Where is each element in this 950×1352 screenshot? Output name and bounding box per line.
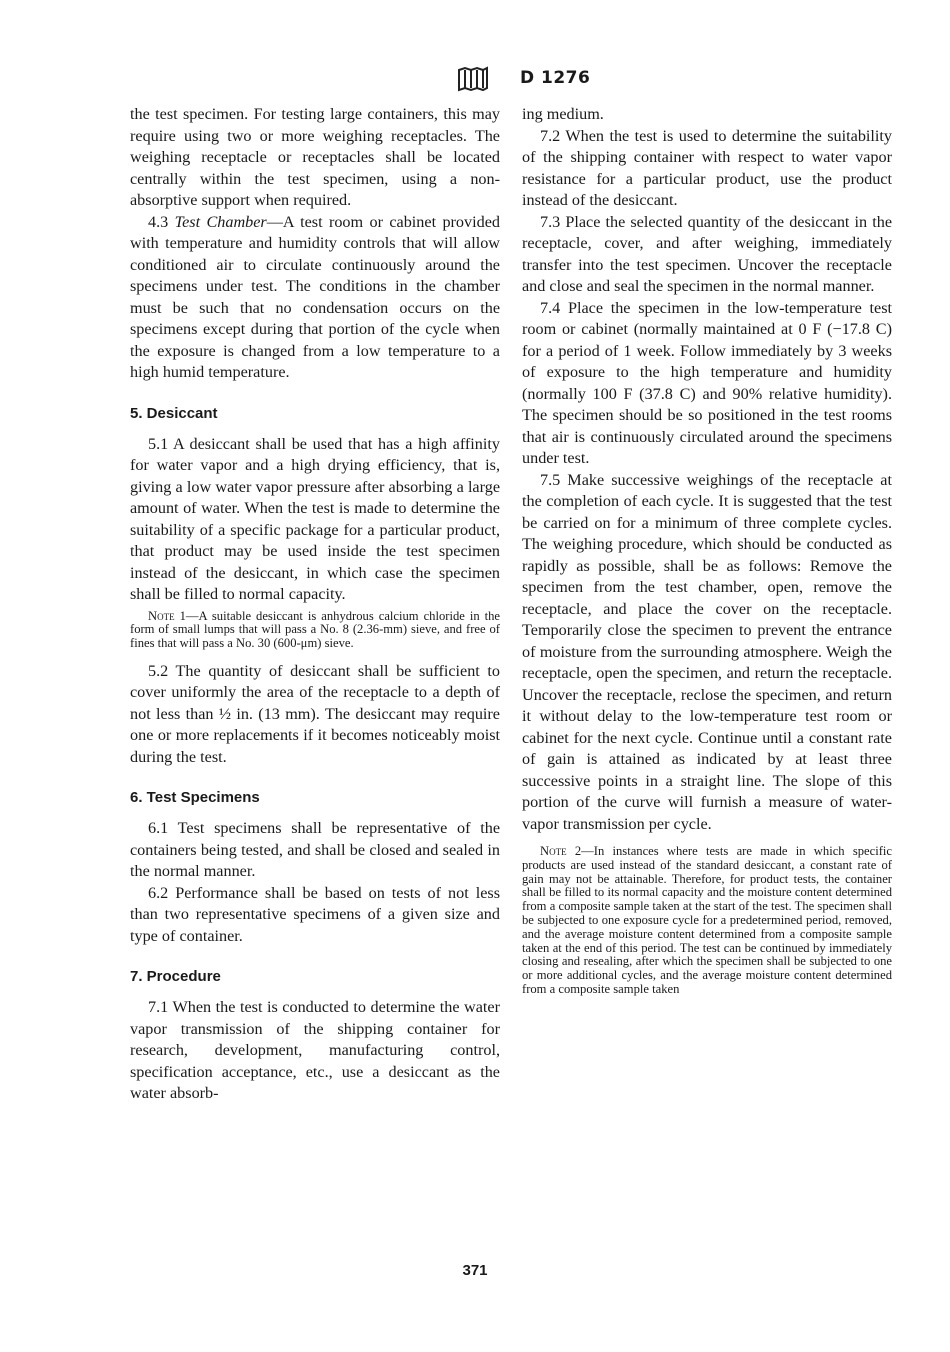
paragraph-4-3 bbox=[130, 212, 500, 384]
document-number: D 1276 bbox=[520, 68, 591, 88]
paragraph-7-1: 7.1 When the test is conducted to determine the water vapor transmission of the shipping container for research, development, manufacturing control, specification acceptance, etc., use a desiccant as the water absorb- bbox=[130, 998, 500, 1103]
paragraph-text: —A test room or cabinet provided with temperature and humidity controls that will allow conditioned air to circulate continuously around the specimens under test. The conditions in the chamber must be such that no condensation occurs on the specimens except during that portion of the cycle when the exposure is changed from a low temperature to a high humid temperature. bbox=[130, 212, 500, 381]
page-number: 371 bbox=[462, 1262, 488, 1279]
note-text: —In instances where tests are made in which specific products are used instead of the standard desiccant, a constant rate of gain may not be attainable. Therefore, for product tests, the container shall be filled to its normal capacity and the moisture content determined from a composite sample taken at the start of the test. The specimen shall be subjected to one exposure cycle for a predetermined period, removed, and the average moisture content determined from a composite sample taken at the end of this period. The test can be continued by immediately closing and resealing, after which the specimen shall be subjected to one or more additional cycles, and the average moisture content determined from a composite sample taken bbox=[522, 844, 892, 996]
paragraph-number: 4.3 bbox=[148, 212, 175, 231]
paragraph-7-5: 7.5 Make successive weighings of the receptacle at the completion of each cycle. It is suggested that the test be carried on for a minimum of three complete cycles. The weighing procedure, which should be conducted as rapidly as possible, shall be as follows: Remove the specimen from the test chamber, open, remove the receptacle, and place the cover on the receptacle. Temporarily close the specimen to prevent the entrance of moisture from the surrounding atmosphere. Weigh the receptacle, open the specimen, and return the receptacle. Uncover the receptacle, reclose the specimen, and return it without delay to the low-temperature test room or cabinet for the next cycle. Continue until a constant rate of gain is attained as indicated by at least three successive points in a straight line. The slope of this portion of the curve will furnish a measure of water-vapor transmission per cycle. bbox=[522, 470, 892, 833]
paragraph-6-2: 6.2 Performance shall be based on tests of not less than two representative specimens of a given size and type of container. bbox=[130, 883, 500, 945]
note-2 bbox=[522, 845, 892, 997]
note-text: —A suitable desiccant is anhydrous calcium chloride in the form of small lumps that will pass a No. 8 (2.36-mm) sieve, and free of fines that will pass a No. 30 (600-μm) sieve. bbox=[130, 608, 500, 651]
astm-logo-icon bbox=[455, 66, 491, 92]
section-heading-desiccant: 5. Desiccant bbox=[130, 404, 218, 422]
paragraph-7-4: 7.4 Place the specimen in the low-temperature test room or cabinet (normally maintained at 0 F (−17.8 C) for a period of 1 week. Follow immediately by 3 weeks of exposure to the high temperature and humidity (normally 100 F (37.8 C) and 90% relative humidity). The specimen should be so positioned in the test rooms that air is continuously circulated around the specimens under test. bbox=[522, 298, 892, 467]
section-heading-procedure: 7. Procedure bbox=[130, 968, 221, 986]
note-label: Note 2 bbox=[540, 844, 582, 858]
page-header bbox=[0, 66, 950, 94]
left-column bbox=[130, 104, 500, 1105]
paragraph: the test specimen. For testing large containers, this may require using two or more weighing receptacles. The weighing receptacle or receptacles shall be located centrally within the test specimen, using a non-absorptive support when required. bbox=[130, 105, 500, 209]
paragraph-7-2: 7.2 When the test is used to determine the suitability of the shipping container with respect to water vapor resistance for a particular product, use the product instead of the desiccant. bbox=[522, 126, 892, 209]
right-column bbox=[522, 104, 892, 1007]
paragraph-5-2: 5.2 The quantity of desiccant shall be sufficient to cover uniformly the area of the receptacle to a depth of not less than ½ in. (13 mm). The desiccant may require one or more replacements if it becomes noticeably moist during the test. bbox=[130, 661, 500, 766]
paragraph: ing medium. bbox=[522, 105, 604, 123]
note-1 bbox=[130, 610, 500, 651]
note-label: Note 1 bbox=[148, 608, 186, 623]
paragraph-title: Test Chamber bbox=[174, 212, 267, 231]
paragraph-6-1: 6.1 Test specimens shall be representative of the containers being tested, and shall be closed and sealed in the normal manner. bbox=[130, 819, 500, 881]
paragraph-5-1: 5.1 A desiccant shall be used that has a high affinity for water vapor and a high drying efficiency, that is, giving a low water vapor pressure after absorbing a large amount of water. When the test is made to determine the suitability of a specific package for a particular product, that product may be used inside the test specimen instead of the desiccant, in which case the specimen shall be filled to normal capacity. bbox=[130, 434, 500, 603]
paragraph-7-3: 7.3 Place the selected quantity of the desiccant in the receptacle, cover, and after weighing, immediately transfer into the test specimen. Uncover the receptacle and close and seal the specimen in the normal manner. bbox=[522, 212, 892, 295]
section-heading-test-specimens: 6. Test Specimens bbox=[130, 789, 260, 807]
